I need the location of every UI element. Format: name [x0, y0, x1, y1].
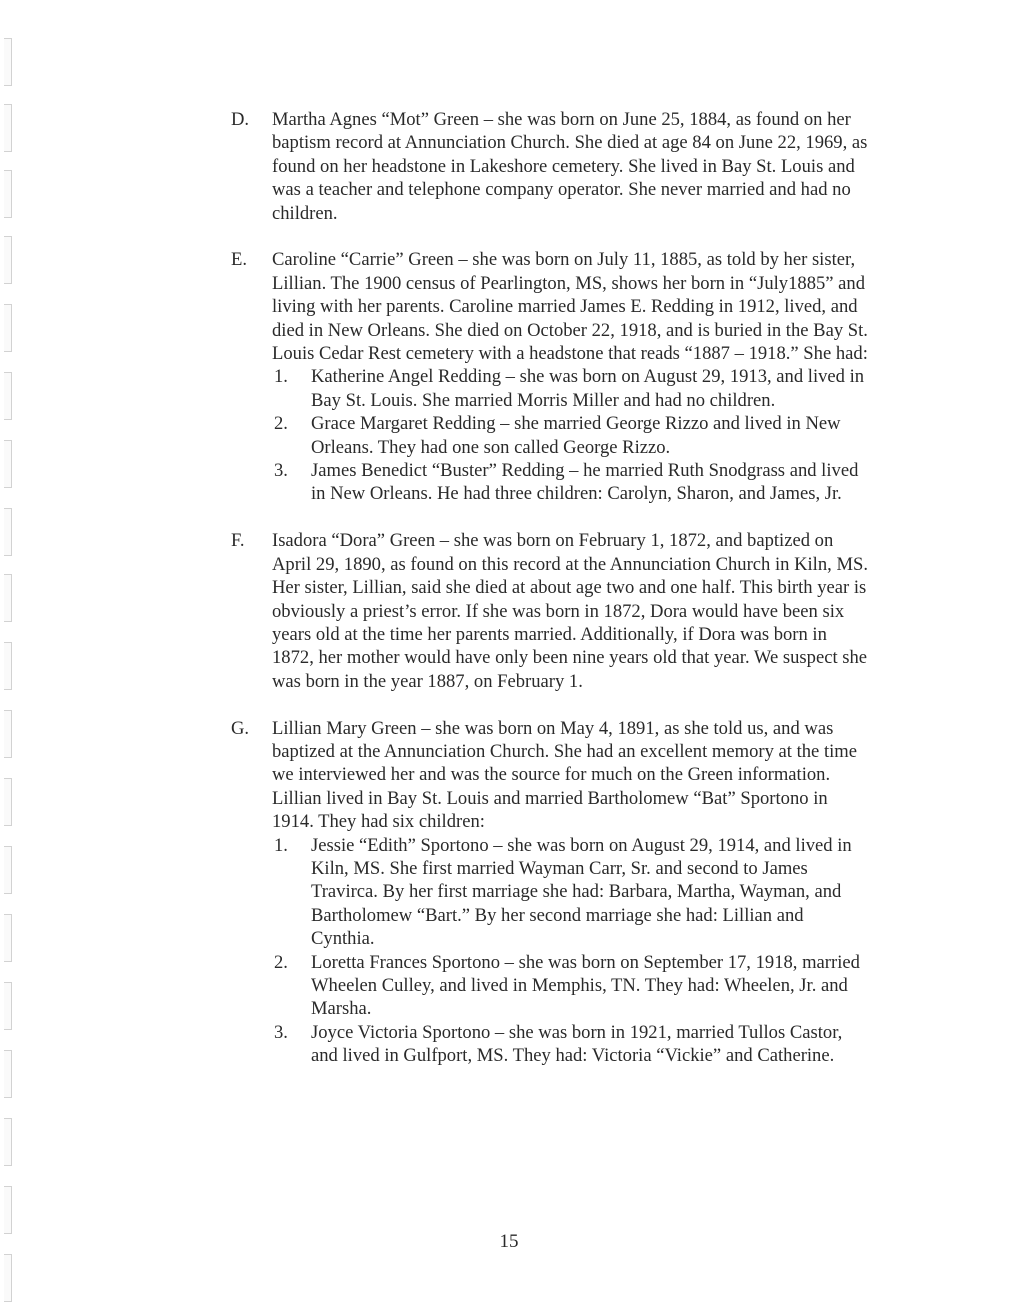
binder-hole — [4, 1186, 12, 1234]
entry-d — [231, 108, 871, 225]
entry-text: Lillian Mary Green – she was born on May 4, 1891, as she told us, and was baptized at the Annunciation Church. She had an excellent memory at the time we interviewed her and was the source for much on the Green information. Lillian lived in Bay St. Louis and married Bartholomew “Bat” Sportono in 1914. They had six children: — [272, 717, 858, 833]
list-item-text: Katherine Angel Redding – she was born on August 29, 1913, and lived in Bay St. Louis. She married Morris Miller and had no children. — [311, 366, 865, 411]
list-item — [272, 365, 871, 412]
entry-g — [231, 717, 871, 1068]
list-item — [272, 951, 871, 1021]
list-item-number: 1. — [274, 366, 288, 388]
entry-text: Martha Agnes “Mot” Green – she was born on June 25, 1884, as found on her baptism record at Annunciation Church. She died at age 84 on June 22, 1969, as found on her headstone in Lakeshore cemetery. She lived in Bay St. Louis and was a teacher and telephone company operator. She never married and had no children. — [272, 109, 868, 224]
binder-hole — [4, 574, 12, 622]
binder-hole — [4, 236, 12, 284]
binder-hole — [4, 642, 12, 690]
binder-hole — [4, 982, 12, 1030]
list-item-number: 2. — [274, 951, 288, 973]
list-item-number: 3. — [274, 1021, 288, 1043]
document-body — [231, 108, 871, 1091]
binder-hole — [4, 914, 12, 962]
list-item — [272, 1021, 871, 1068]
entry-letter: D. — [231, 109, 250, 130]
entry-text: Isadora “Dora” Green – she was born on February 1, 1872, and baptized on April 29, 1890, as found on this record at the Annunciation Church in Kiln, MS. Her sister, Lillian, said she died at about age two and one half. This birth year is obviously a priest’s error. If she was born in 1872, Dora would have been six years old at the time her parents married. Additionally, if Dora was born in 1872, her mother would have only been nine years old that year. We suspect she was born in the year 1887, on February 1. — [272, 530, 868, 692]
entry-letter: E. — [231, 249, 248, 271]
binder-hole — [4, 104, 12, 152]
list-item-number: 2. — [274, 413, 288, 435]
list-item-text: Joyce Victoria Sportono – she was born in 1921, married Tullos Castor, and lived in Gulfport, MS. They had: Victoria “Vickie” and Catherine. — [311, 1021, 843, 1067]
binder-hole — [4, 170, 12, 218]
page-number: 15 — [499, 1231, 519, 1252]
binder-hole — [4, 38, 12, 86]
entry-letter: F. — [231, 530, 245, 552]
binder-hole — [4, 846, 12, 894]
list-item — [272, 412, 871, 459]
list-item — [272, 834, 871, 951]
entry-e — [231, 248, 871, 505]
entry-letter: G. — [231, 717, 250, 739]
entry-text: Caroline “Carrie” Green – she was born on July 11, 1885, as told by her sister, Lillian. The 1900 census of Pearlington, MS, shows her born in “July1885” and living with her parents. Caroline married James E. Redding in 1912, lived, and died in New Orleans. She died on October 22, 1918, and is buried in the Bay St. Louis Cedar Rest cemetery with a headstone that reads “1887 – 1918.” She had: — [272, 249, 868, 365]
list-item-text: Jessie “Edith” Sportono – she was born on August 29, 1914, and lived in Kiln, MS. She first married Wayman Carr, Sr. and second to James Travirca. By her first marriage she had: Barbara, Martha, Wayman, and Bartholomew “Bart.” By her second marriage she had: Lillian and Cynthia. — [311, 834, 852, 950]
binder-hole — [4, 440, 12, 488]
binder-hole — [4, 1254, 12, 1302]
binder-hole — [4, 710, 12, 758]
list-item-text: Loretta Frances Sportono – she was born on September 17, 1918, married Wheelen Culley, and lived in Memphis, TN. They had: Wheelen, Jr. and Marsha. — [311, 951, 860, 1020]
binder-hole — [4, 304, 12, 352]
binder-hole — [4, 778, 12, 826]
entry-f — [231, 529, 871, 693]
binder-holes — [0, 0, 16, 1315]
list-item-number: 3. — [274, 460, 288, 482]
binder-hole — [4, 372, 12, 420]
list-item-text: James Benedict “Buster” Redding – he married Ruth Snodgrass and lived in New Orleans. He had three children: Carolyn, Sharon, and James, Jr. — [311, 460, 859, 505]
binder-hole — [4, 1118, 12, 1166]
list-item — [272, 459, 871, 506]
list-item-number: 1. — [274, 834, 288, 856]
binder-hole — [4, 1050, 12, 1098]
list-item-text: Grace Margaret Redding – she married George Rizzo and lived in New Orleans. They had one son called George Rizzo. — [311, 413, 841, 458]
binder-hole — [4, 508, 12, 556]
